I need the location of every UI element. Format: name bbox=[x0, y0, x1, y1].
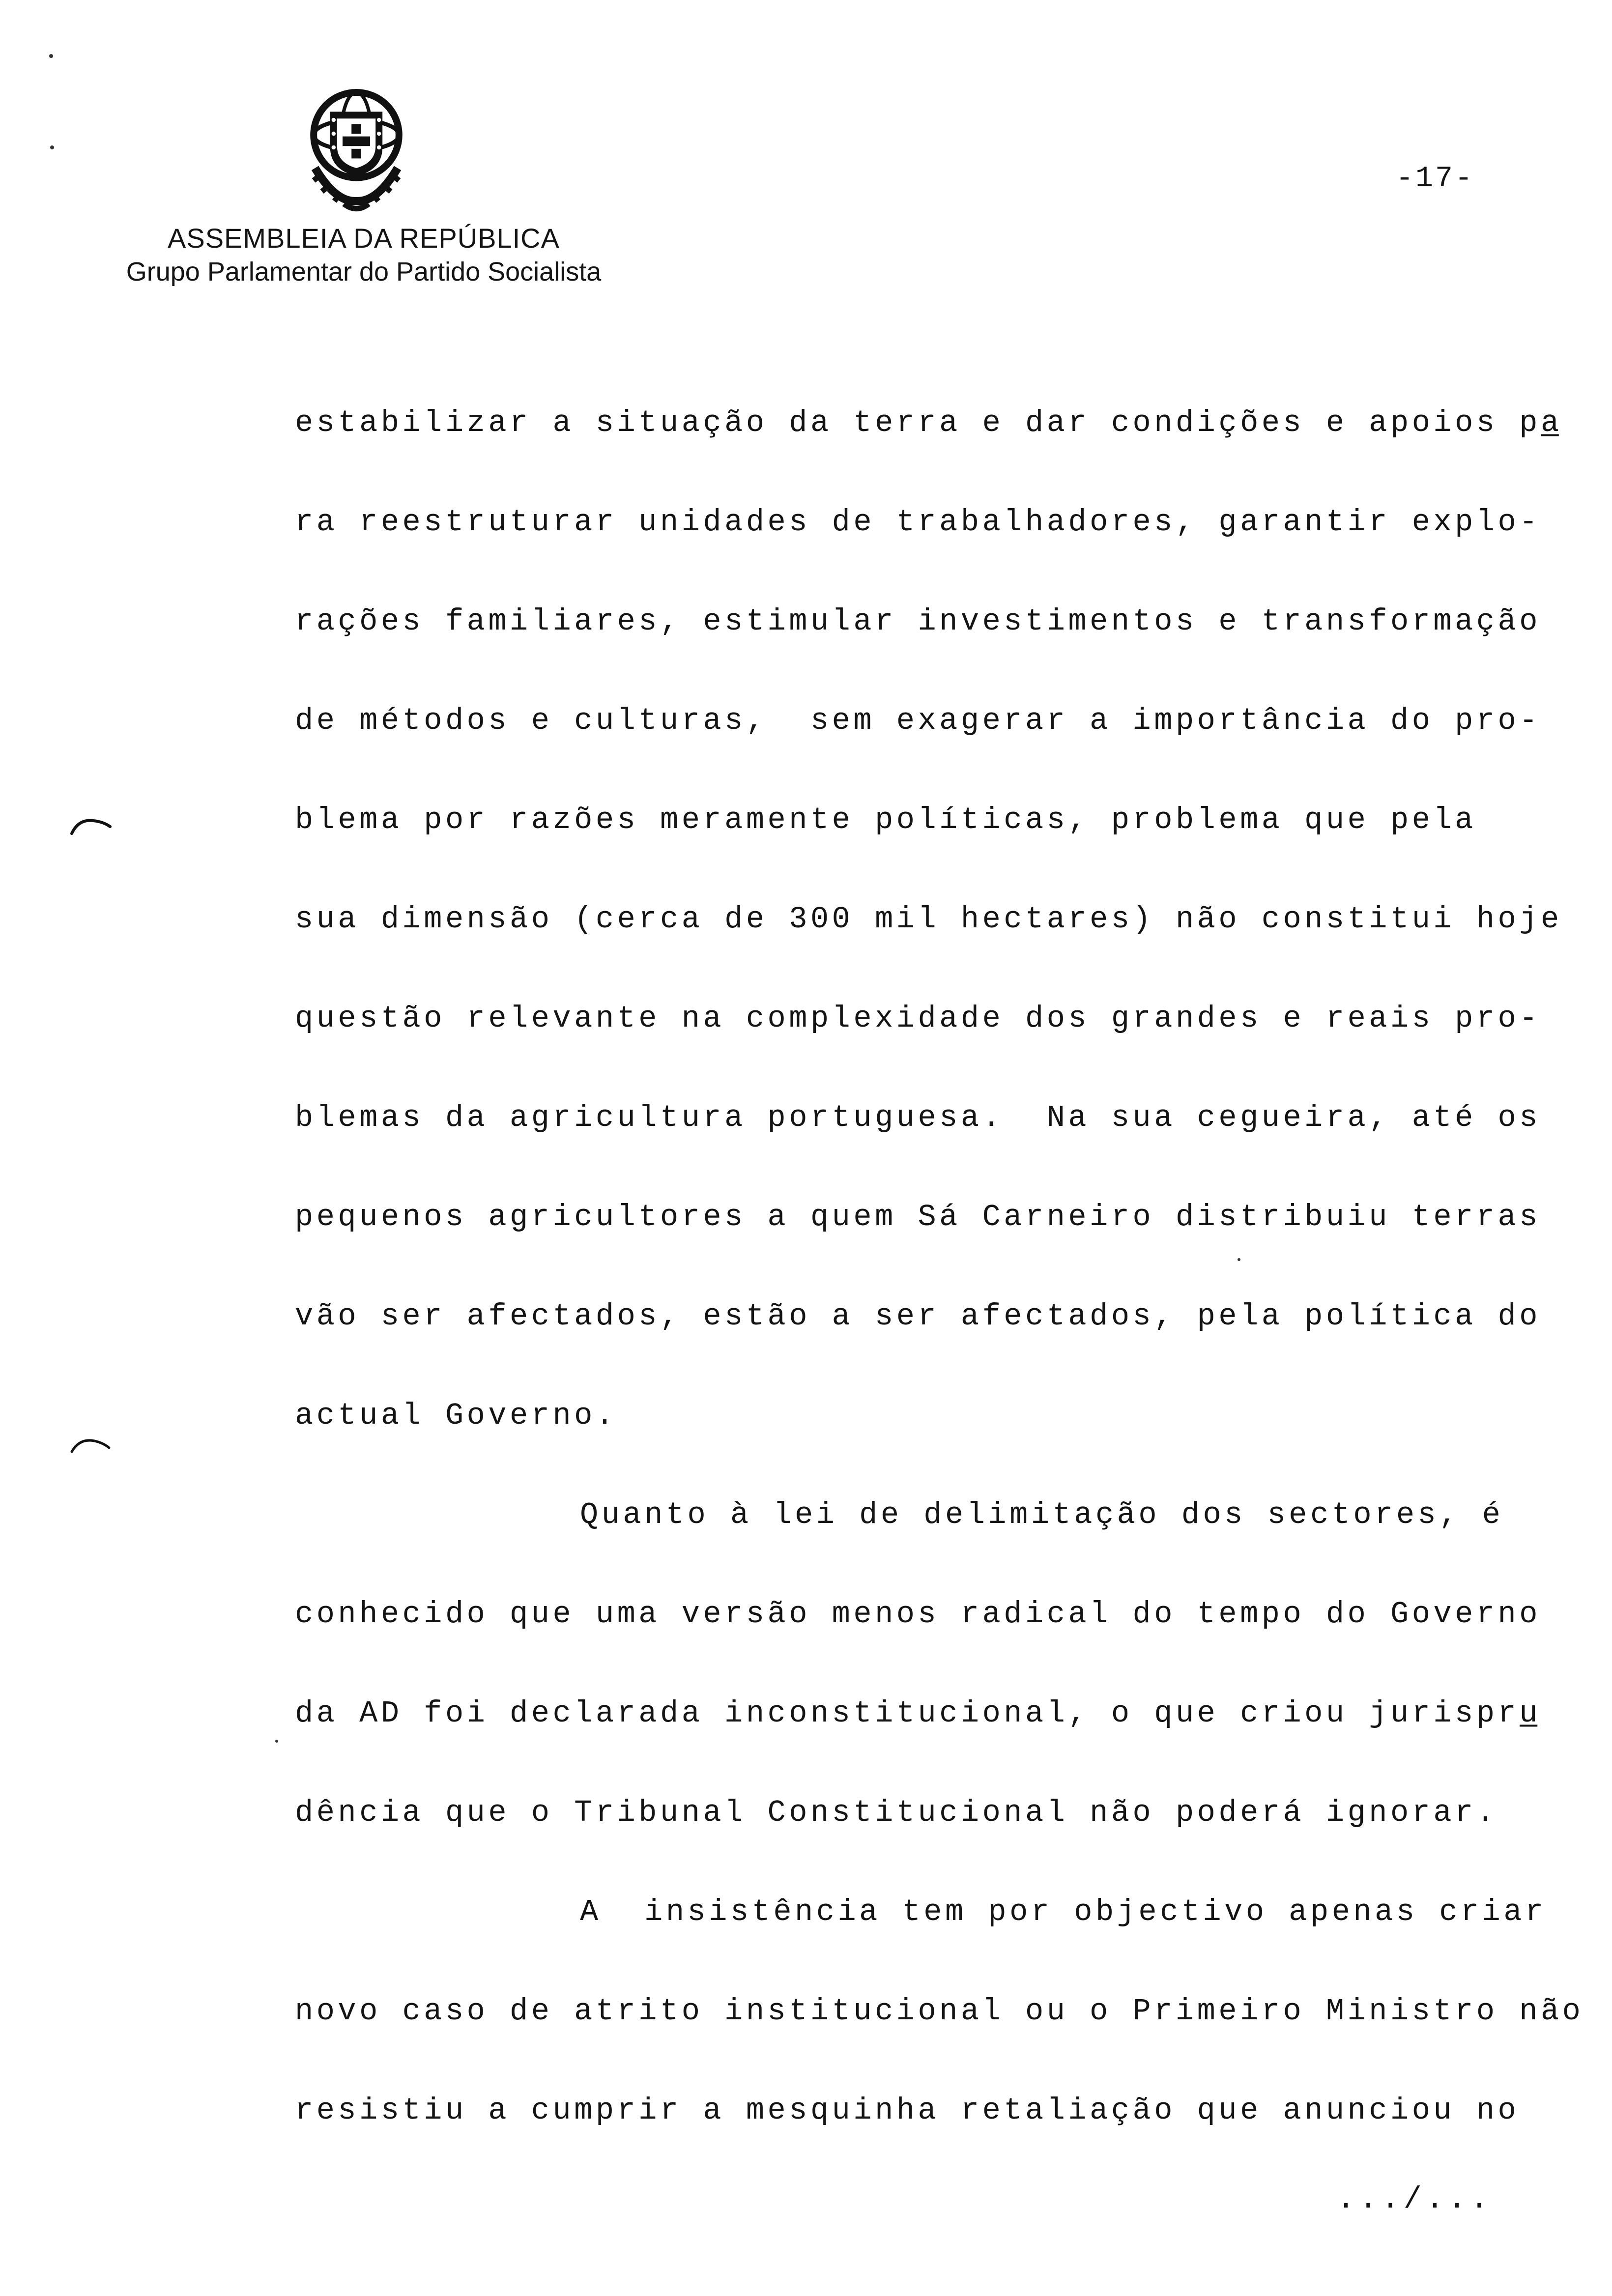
body-line: da AD foi declarada inconstitucional, o que criou jurispru̲ bbox=[295, 1696, 1541, 1731]
margin-check-mark bbox=[69, 816, 113, 835]
body-line: novo caso de atrito institucional ou o Primeiro Ministro não bbox=[295, 1994, 1584, 2029]
parliamentary-group-name: Grupo Parlamentar do Partido Socialista bbox=[126, 257, 602, 287]
body-line: estabilizar a situação da terra e dar condições e apoios pa̲ bbox=[295, 405, 1562, 440]
scan-speck bbox=[1238, 1258, 1240, 1261]
body-line: blema por razões meramente políticas, problema que pela bbox=[295, 803, 1476, 837]
body-line: de métodos e culturas, sem exagerar a importância do pro- bbox=[295, 703, 1541, 738]
scan-speck bbox=[50, 145, 54, 149]
body-line: vão ser afectados, estão a ser afectados, pela política do bbox=[295, 1299, 1541, 1334]
body-line: dência que o Tribunal Constitucional não poderá ignorar. bbox=[295, 1795, 1498, 1830]
body-line: sua dimensão (cerca de 300 mil hectares) não constitui hoje bbox=[295, 902, 1562, 937]
coat-of-arms-icon bbox=[288, 79, 425, 216]
margin-check-mark bbox=[69, 1435, 113, 1455]
scan-speck bbox=[49, 54, 53, 58]
body-line: questão relevante na complexidade dos grandes e reais pro- bbox=[295, 1001, 1541, 1036]
body-line: actual Governo. bbox=[295, 1398, 617, 1433]
body-line: resistiu a cumprir a mesquinha retaliação que anunciou no bbox=[295, 2093, 1520, 2128]
page-number: -17- bbox=[1396, 162, 1475, 196]
body-line: conhecido que uma versão menos radical do tempo do Governo bbox=[295, 1597, 1541, 1632]
continuation-mark: .../... bbox=[1337, 2182, 1493, 2217]
body-line: rações familiares, estimular investimentos e transformação bbox=[295, 604, 1541, 639]
body-line: ra reestruturar unidades de trabalhadores, garantir explo- bbox=[295, 505, 1541, 540]
scan-speck bbox=[275, 1740, 278, 1743]
institution-name: ASSEMBLEIA DA REPÚBLICA bbox=[168, 223, 560, 254]
body-line: Quanto à lei de delimitação dos sectores, é bbox=[580, 1497, 1504, 1532]
body-line: A insistência tem por objectivo apenas criar bbox=[580, 1894, 1547, 1929]
body-line: pequenos agricultores a quem Sá Carneiro distribuiu terras bbox=[295, 1200, 1541, 1234]
body-line: blemas da agricultura portuguesa. Na sua cegueira, até os bbox=[295, 1100, 1541, 1135]
